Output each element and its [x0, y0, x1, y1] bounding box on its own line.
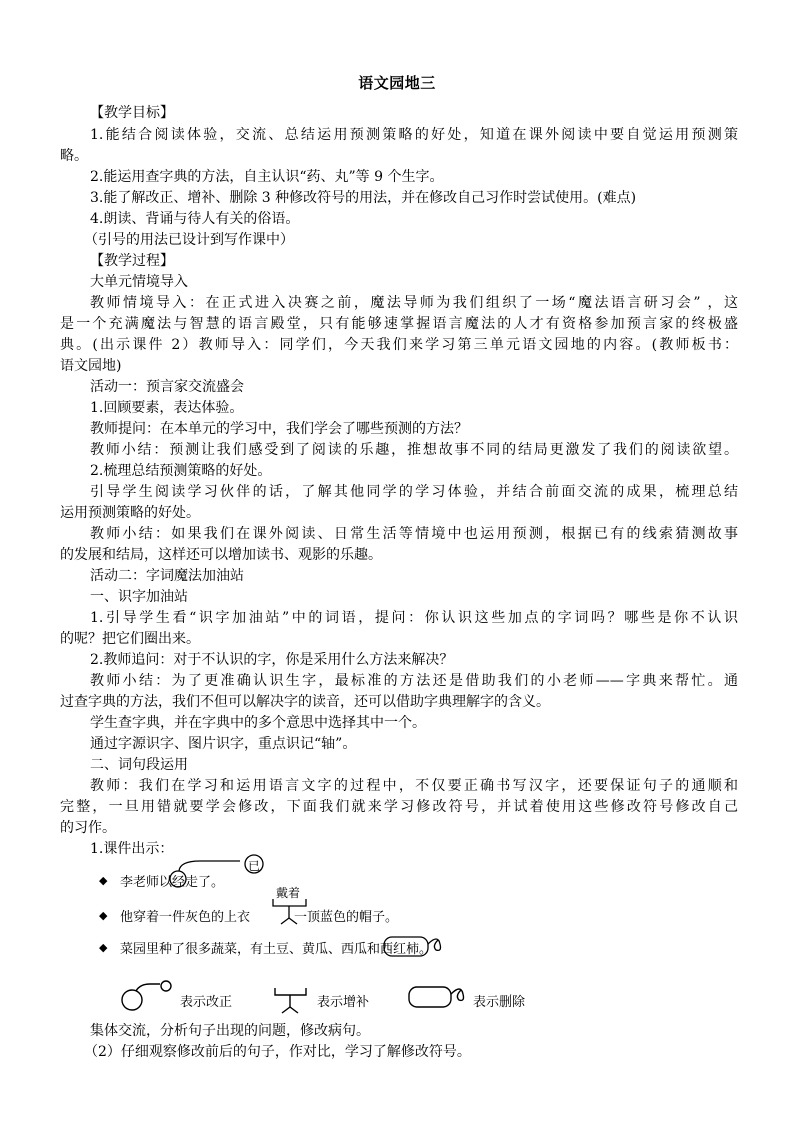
paragraph-line: 教师小结：如果我们在课外阅读、日常生活等情境中也运用预测，根据已有的线索猜测故事: [90, 526, 738, 542]
paragraph-line: 运用预测策略的好处。: [60, 505, 200, 521]
example-sentence-3: 菜园里种了很多蔬菜，有土豆、黄瓜、西瓜和西红柿。: [120, 942, 433, 957]
paragraph-line: 典。(出示课件 2）教师导入：同学们，今天我们来学习第三单元语文园地的内容。(教师板书：: [60, 337, 738, 353]
paragraph-line: 1.回顾要素，表达体验。: [90, 400, 244, 416]
paragraph-line: 2.梳理总结预测策略的好处。: [90, 463, 272, 479]
paragraph-line: 学生查字典，并在字典中的多个意思中选择其中一个。: [90, 715, 426, 731]
paragraph-line: 教师提问：在本单元的学习中，我们学会了哪些预测的方法？: [90, 421, 468, 437]
page-title: 语文园地三: [358, 74, 436, 92]
legend-insert-icon: [275, 988, 306, 1013]
legend-correct-icon: [122, 981, 171, 1010]
paragraph-line: 略。: [60, 148, 88, 164]
paragraph-line: 大单元情境导入: [90, 274, 188, 290]
activity-heading: 活动一：预言家交流盛会: [90, 379, 244, 395]
paragraph-line: 教师：我们在学习和运用语言文字的过程中，不仅要正确书写汉字，还要保证句子的通顺和: [90, 778, 738, 794]
paragraph-line: 1.课件出示：: [90, 841, 174, 857]
legend-correct-label: 表示改正: [180, 995, 233, 1010]
paragraph-line: 集体交流，分析句子出现的问题，修改病句。: [90, 1023, 370, 1039]
paragraph-line: 1.引导学生看“识字加油站”中的词语，提问：你认识这些加点的字词吗？哪些是你不认识: [90, 610, 738, 626]
paragraph-line: 教师小结：为了更准确认识生字，最标准的方法还是借助我们的小老师——字典来帮忙。通: [90, 673, 738, 689]
paragraph-line: 2.教师追问：对于不认识的字，你是采用什么方法来解决？: [90, 652, 454, 668]
paragraph-line: （引号的用法已设计到写作课中）: [84, 232, 294, 248]
section-heading-process: 【教学过程】: [90, 253, 174, 269]
bullet-diamond-icon: ◆: [99, 874, 108, 887]
paragraph-line: 是一个充满魔法与智慧的语言殿堂，只有能够速掌握语言魔法的人才有资格参加预言家的终极盛: [60, 316, 738, 332]
paragraph-line: 的发展和结局，这样还可以增加读书、观影的乐趣。: [60, 547, 382, 563]
paragraph-line: 的习作。: [60, 820, 116, 836]
paragraph-line: 1.能结合阅读体验，交流、总结运用预测策略的好处，知道在课外阅读中要自觉运用预测策: [90, 127, 738, 143]
activity-heading: 活动二：字词魔法加油站: [90, 568, 244, 584]
paragraph-line: 通过字源识字、图片识字，重点识记“轴”。: [90, 736, 357, 752]
legend-insert-label: 表示增补: [317, 995, 370, 1010]
paragraph-line: 2.能运用查字典的方法，自主认识“药、丸”等 9 个生字。: [90, 169, 444, 185]
paragraph-line: 完整，一旦用错就要学会修改，下面我们就来学习修改符号，并试着使用这些修改符号修改自己: [60, 799, 738, 815]
insertion-text: 戴着: [276, 886, 301, 900]
bullet-diamond-icon: ◆: [99, 909, 108, 922]
paragraph-line: 教师小结：预测让我们感受到了阅读的乐趣，推想故事不同的结局更激发了我们的阅读欲望。: [90, 442, 738, 458]
example-sentence-2b: 一顶蓝色的帽子。: [294, 910, 399, 925]
paragraph-line: 3.能了解改正、增补、删除 3 种修改符号的用法，并在修改自己习作时尝试使用。(难点): [90, 190, 637, 206]
paragraph-line: 的呢？把它们圈出来。: [60, 631, 200, 647]
deletion-mark-icon: [384, 937, 441, 956]
paragraph-line: 教师情境导入：在正式进入决赛之前，魔法导师为我们组织了一场“魔法语言研习会” ，这: [90, 295, 738, 311]
sub-heading: 一、识字加油站: [90, 589, 188, 605]
paragraph-line: （2）仔细观察修改前后的句子，作对比，学习了解修改符号。: [84, 1044, 471, 1060]
insertion-mark-icon: [273, 899, 306, 924]
paragraph-line: 引导学生阅读学习伙伴的话，了解其他同学的学习体验，并结合前面交流的成果，梳理总结: [90, 484, 738, 500]
bullet-diamond-icon: ◆: [99, 941, 108, 954]
sub-heading: 二、词句段运用: [90, 757, 188, 773]
correction-char: 已: [248, 859, 261, 873]
example-sentence-2a: 他穿着一件灰色的上衣: [120, 910, 251, 925]
paragraph-line: 过查字典的方法，我们不但可以解决字的读音，还可以借助字典理解字的含义。: [60, 694, 550, 710]
legend-delete-icon: [409, 987, 464, 1007]
legend-delete-label: 表示删除: [473, 995, 526, 1010]
example-sentence-1: 李老师以经走了。: [120, 875, 225, 890]
paragraph-line: 语文园地): [60, 358, 122, 374]
paragraph-line: 4.朗读、背诵与待人有关的俗语。: [90, 211, 300, 227]
correction-mark-icon: [170, 855, 263, 887]
section-heading-goals: 【教学目标】: [90, 105, 174, 121]
